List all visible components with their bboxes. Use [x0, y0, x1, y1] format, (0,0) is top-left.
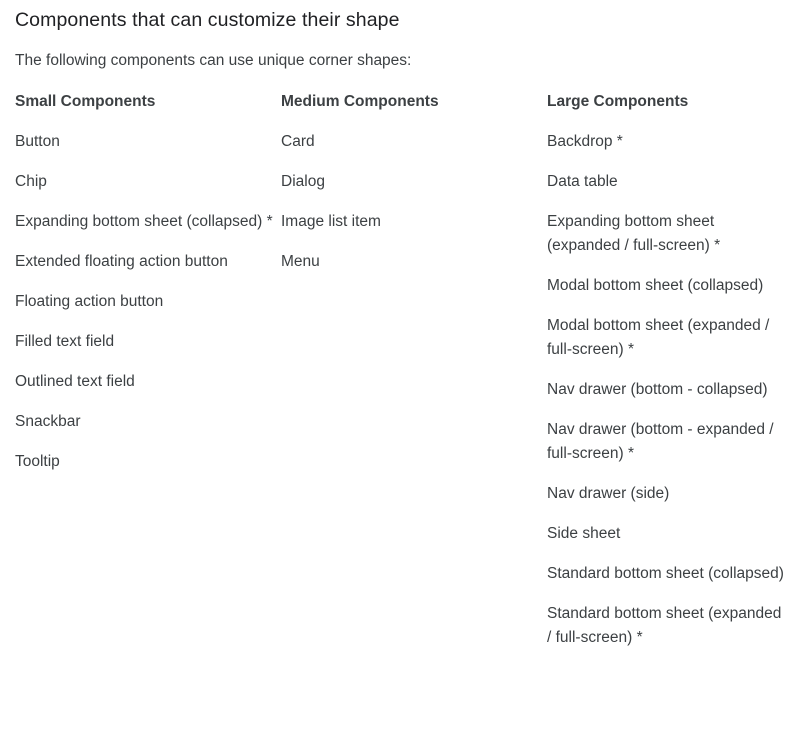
component-list-item: Button: [15, 133, 60, 150]
column-heading: Medium Components: [281, 93, 439, 110]
component-list-item: Modal bottom sheet (expanded / full-screen) *: [547, 317, 770, 358]
component-list-item: Nav drawer (bottom - collapsed): [547, 381, 768, 398]
component-list-item: Expanding bottom sheet (collapsed) *: [15, 213, 273, 230]
medium-components-column: [281, 92, 539, 292]
component-list-item: Outlined text field: [15, 373, 135, 390]
component-list: [281, 130, 539, 276]
component-list-item: Tooltip: [15, 453, 60, 470]
large-components-column: [547, 92, 787, 668]
component-list: [15, 130, 273, 476]
component-list-item: Image list item: [281, 213, 381, 230]
component-list-item: Nav drawer (bottom - expanded / full-screen) *: [547, 421, 774, 462]
column-heading: Small Components: [15, 93, 156, 110]
component-list-item: Nav drawer (side): [547, 485, 670, 502]
component-list-item: Snackbar: [15, 413, 81, 430]
page-title: Components that can customize their shape: [15, 9, 400, 31]
component-list-item: Card: [281, 133, 315, 150]
component-list-item: Expanding bottom sheet (expanded / full-screen) *: [547, 213, 721, 254]
component-list-item: Floating action button: [15, 293, 164, 310]
component-list-item: Data table: [547, 173, 618, 190]
component-list-item: Extended floating action button: [15, 253, 228, 270]
component-list-item: Menu: [281, 253, 320, 270]
component-list-item: Side sheet: [547, 525, 621, 542]
intro-text: The following components can use unique corner shapes:: [15, 52, 412, 69]
component-list: [547, 130, 787, 652]
component-list-item: Backdrop *: [547, 133, 623, 150]
component-list-item: Chip: [15, 173, 47, 190]
component-list-item: Modal bottom sheet (collapsed): [547, 277, 764, 294]
component-list-item: Filled text field: [15, 333, 115, 350]
component-list-item: Standard bottom sheet (collapsed): [547, 565, 784, 582]
column-heading: Large Components: [547, 93, 689, 110]
component-list-item: Standard bottom sheet (expanded / full-screen) *: [547, 605, 782, 646]
component-list-item: Dialog: [281, 173, 325, 190]
small-components-column: [15, 92, 273, 492]
